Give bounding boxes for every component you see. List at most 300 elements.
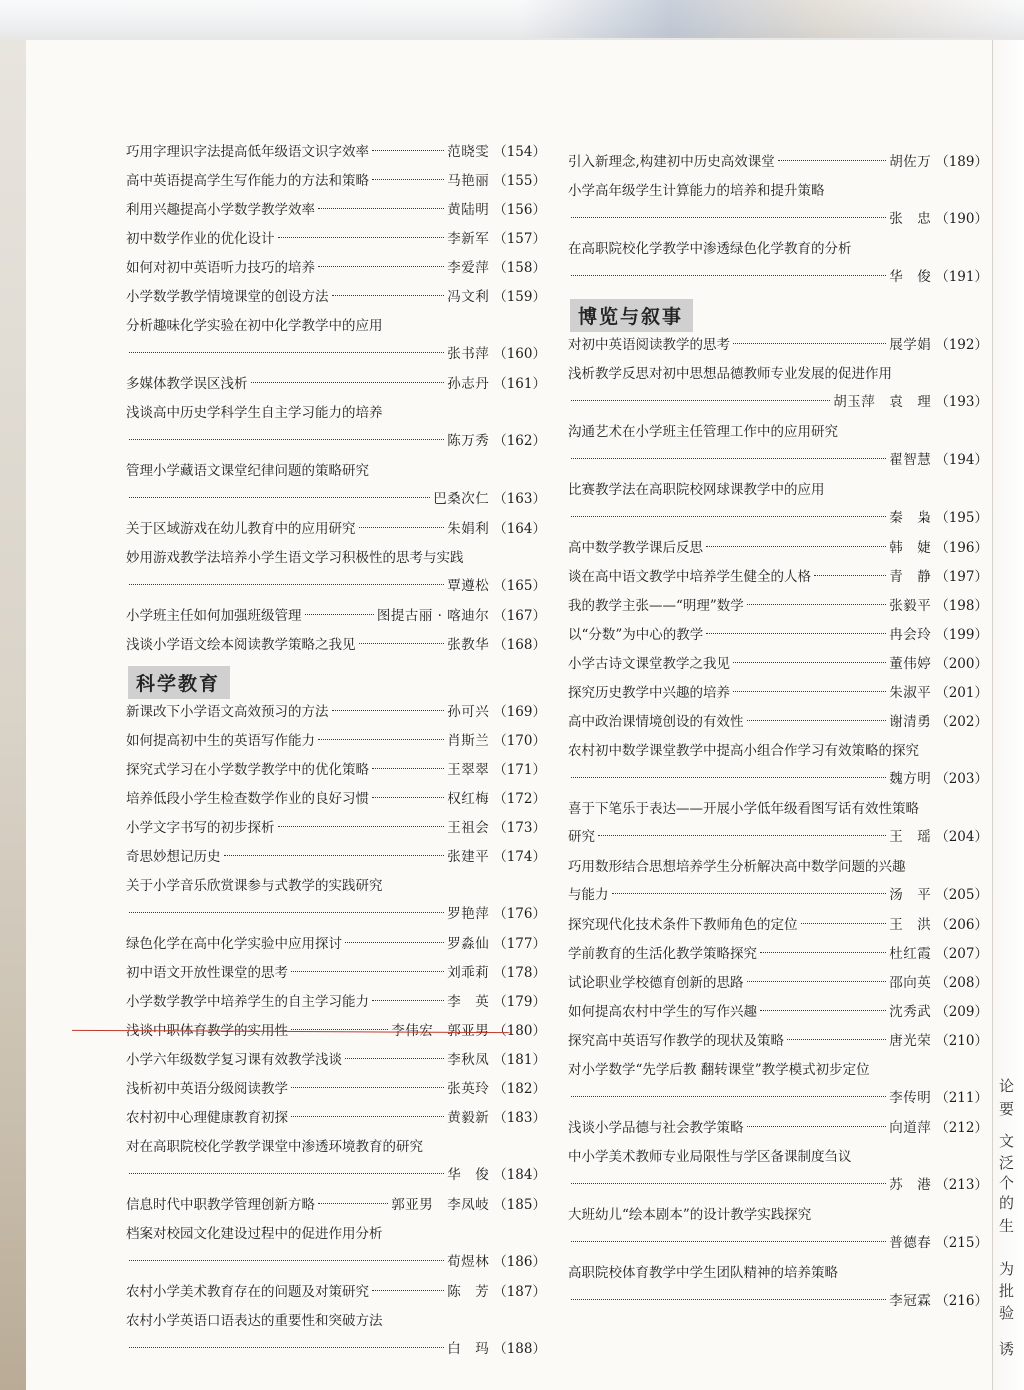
entry-title: 比赛教学法在高职院校网球课教学中的应用 bbox=[568, 482, 825, 498]
entry-page-number: （173） bbox=[493, 820, 546, 836]
entry-author: 冯文利 bbox=[447, 289, 490, 305]
toc-entry-line bbox=[568, 476, 988, 504]
toc-entry bbox=[568, 969, 988, 998]
entry-author: 翟智慧 bbox=[889, 452, 932, 468]
toc-right-column bbox=[568, 148, 988, 1317]
toc-entry-line bbox=[568, 592, 988, 620]
next-page-fragment: 泛 bbox=[999, 1154, 1015, 1172]
entry-author: 黄陆明 bbox=[447, 202, 490, 218]
toc-entry-line bbox=[126, 1248, 546, 1276]
leader-dots bbox=[706, 546, 886, 547]
leader-dots bbox=[571, 777, 886, 778]
toc-entry-line bbox=[126, 196, 546, 224]
entry-page-number: （199） bbox=[935, 627, 988, 643]
toc-entry-line bbox=[568, 563, 988, 591]
entry-author: 李伟宏 郭亚男 bbox=[391, 1023, 490, 1039]
entry-page-number: （156） bbox=[493, 202, 546, 218]
entry-page-number: （210） bbox=[935, 1033, 988, 1049]
leader-dots bbox=[747, 604, 886, 605]
entry-author: 朱淑平 bbox=[889, 685, 932, 701]
entry-author: 胡佐万 bbox=[889, 154, 932, 170]
entry-page-number: （170） bbox=[493, 733, 546, 749]
entry-title: 巧用字理识字法提高低年级语文识字效率 bbox=[126, 144, 369, 160]
toc-entry-line bbox=[568, 881, 988, 909]
leader-dots bbox=[612, 893, 887, 894]
entry-page-number: （195） bbox=[935, 510, 988, 526]
toc-entry-line bbox=[126, 602, 546, 630]
toc-entry-line bbox=[126, 399, 546, 427]
entry-title: 在高职院校化学教学中渗透绿色化学教育的分析 bbox=[568, 241, 852, 257]
toc-entry-line bbox=[126, 631, 546, 659]
toc-entry-line bbox=[568, 263, 988, 291]
entry-page-number: （161） bbox=[493, 376, 546, 392]
entry-title: 引入新理念,构建初中历史高效课堂 bbox=[568, 154, 775, 170]
entry-author: 向道萍 bbox=[889, 1120, 932, 1136]
leader-dots bbox=[571, 1096, 886, 1097]
leader-dots bbox=[571, 400, 830, 401]
next-page-fragment: 文 bbox=[999, 1132, 1015, 1150]
toc-entry-line bbox=[568, 765, 988, 793]
next-page-fragment: 个 bbox=[999, 1174, 1015, 1192]
toc-entry-line bbox=[568, 737, 988, 765]
entry-author: 图提古丽 · 喀迪尔 bbox=[376, 608, 490, 624]
leader-dots bbox=[129, 1260, 444, 1261]
entry-title: 农村初中数学课堂教学中提高小组合作学习有效策略的探究 bbox=[568, 743, 919, 759]
entry-title: 探究式学习在小学数学教学中的优化策略 bbox=[126, 762, 369, 778]
entry-author: 巴桑次仁 bbox=[433, 491, 490, 507]
entry-title: 小学古诗文课堂教学之我见 bbox=[568, 656, 730, 672]
toc-entry-line bbox=[568, 177, 988, 205]
entry-author: 展学娟 bbox=[889, 337, 932, 353]
entry-title: 妙用游戏教学法培养小学生语文学习积极性的思考与实践 bbox=[126, 550, 464, 566]
entry-author: 张英玲 bbox=[447, 1081, 490, 1097]
entry-title: 如何提高农村中学生的写作兴趣 bbox=[568, 1004, 757, 1020]
toc-entry-line bbox=[568, 853, 988, 881]
entry-page-number: （162） bbox=[493, 433, 546, 449]
left-binding-edge bbox=[0, 40, 26, 1390]
entry-title: 奇思妙想记历史 bbox=[126, 849, 221, 865]
toc-entry bbox=[568, 592, 988, 621]
entry-author: 王 洪 bbox=[889, 917, 932, 933]
toc-entry bbox=[126, 930, 546, 959]
toc-entry bbox=[568, 235, 988, 293]
leader-dots bbox=[787, 1039, 886, 1040]
toc-entry bbox=[568, 360, 988, 418]
entry-page-number: （181） bbox=[493, 1052, 546, 1068]
entry-author: 董伟婷 bbox=[889, 656, 932, 672]
toc-entry-line bbox=[126, 457, 546, 485]
toc-entry-line bbox=[126, 959, 546, 987]
entry-author: 王 瑶 bbox=[889, 829, 932, 845]
next-page-fragment: 验 bbox=[999, 1304, 1015, 1322]
toc-entry-line bbox=[568, 1084, 988, 1112]
entry-author: 沈秀武 bbox=[889, 1004, 932, 1020]
toc-entry-line bbox=[568, 1287, 988, 1315]
toc-entry-line bbox=[568, 1201, 988, 1229]
entry-title: 探究高中英语写作教学的现状及策略 bbox=[568, 1033, 784, 1049]
toc-entry-line bbox=[568, 446, 988, 474]
entry-title: 小学数学教学情境课堂的创设方法 bbox=[126, 289, 329, 305]
toc-entry-line bbox=[126, 1191, 546, 1219]
next-page-fragment: 要 bbox=[999, 1100, 1015, 1118]
entry-title: 小学班主任如何加强班级管理 bbox=[126, 608, 302, 624]
entry-page-number: （184） bbox=[493, 1167, 546, 1183]
entry-author: 李冠霖 bbox=[889, 1293, 932, 1309]
entry-page-number: （215） bbox=[935, 1235, 988, 1251]
toc-entry bbox=[568, 418, 988, 476]
toc-entry bbox=[126, 814, 546, 843]
entry-title: 中小学美术教师专业局限性与学区备课制度刍议 bbox=[568, 1149, 852, 1165]
toc-entry bbox=[126, 988, 546, 1017]
entry-author: 荀煜林 bbox=[447, 1254, 490, 1270]
entry-title: 农村初中心理健康教育初探 bbox=[126, 1110, 288, 1126]
page-top-stripe bbox=[520, 0, 1020, 38]
toc-entry-line bbox=[126, 312, 546, 340]
toc-entry-line bbox=[126, 1133, 546, 1161]
toc-entry bbox=[568, 1027, 988, 1056]
toc-entry-line bbox=[568, 1114, 988, 1142]
entry-page-number: （178） bbox=[493, 965, 546, 981]
entry-page-number: （203） bbox=[935, 771, 988, 787]
entry-title: 浅谈小学语文绘本阅读教学策略之我见 bbox=[126, 637, 356, 653]
entry-title: 小学文字书写的初步探析 bbox=[126, 820, 275, 836]
entry-title: 我的教学主张——“明理”数学 bbox=[568, 598, 744, 614]
entry-page-number: （192） bbox=[935, 337, 988, 353]
toc-entry-line bbox=[568, 1259, 988, 1287]
toc-entry bbox=[126, 515, 546, 544]
toc-entry bbox=[568, 1201, 988, 1259]
toc-entry bbox=[126, 399, 546, 457]
leader-dots bbox=[291, 1087, 444, 1088]
entry-author: 张书萍 bbox=[447, 346, 490, 362]
toc-entry bbox=[568, 1056, 988, 1114]
toc-entry bbox=[126, 1278, 546, 1307]
entry-page-number: （198） bbox=[935, 598, 988, 614]
entry-author: 冉会玲 bbox=[889, 627, 932, 643]
leader-dots bbox=[224, 855, 445, 856]
toc-entry-line bbox=[568, 205, 988, 233]
entry-title: 利用兴趣提高小学数学教学效率 bbox=[126, 202, 315, 218]
entry-page-number: （167） bbox=[493, 608, 546, 624]
entry-title: 浅析初中英语分级阅读教学 bbox=[126, 1081, 288, 1097]
entry-author: 李 英 bbox=[447, 994, 490, 1010]
entry-author: 李爱萍 bbox=[447, 260, 490, 276]
toc-entry-line bbox=[568, 679, 988, 707]
entry-author: 杜红霞 bbox=[889, 946, 932, 962]
entry-page-number: （182） bbox=[493, 1081, 546, 1097]
entry-page-number: （176） bbox=[493, 906, 546, 922]
entry-author: 魏方明 bbox=[889, 771, 932, 787]
leader-dots bbox=[332, 295, 445, 296]
toc-entry-line bbox=[126, 283, 546, 311]
entry-author: 青 静 bbox=[889, 569, 932, 585]
entry-title: 如何对初中英语听力技巧的培养 bbox=[126, 260, 315, 276]
toc-entry-line bbox=[126, 254, 546, 282]
entry-title: 对在高职院校化学教学课堂中渗透环境教育的研究 bbox=[126, 1139, 423, 1155]
toc-entry-line bbox=[568, 940, 988, 968]
next-page-fragment: 为 bbox=[999, 1260, 1015, 1278]
toc-entry bbox=[568, 1114, 988, 1143]
toc-entry-line bbox=[126, 872, 546, 900]
entry-author: 郭亚男 李凤岐 bbox=[391, 1197, 490, 1213]
toc-entry-line bbox=[568, 911, 988, 939]
toc-entry bbox=[126, 1220, 546, 1278]
entry-title: 多媒体教学误区浅析 bbox=[126, 376, 248, 392]
leader-dots bbox=[345, 1058, 444, 1059]
entry-author: 秦 枭 bbox=[889, 510, 932, 526]
toc-entry-line bbox=[126, 814, 546, 842]
toc-page bbox=[26, 40, 992, 1390]
toc-entry-line bbox=[126, 1220, 546, 1248]
toc-entry-line bbox=[126, 900, 546, 928]
leader-dots bbox=[571, 275, 886, 276]
toc-entry bbox=[568, 708, 988, 737]
toc-entry bbox=[568, 621, 988, 650]
leader-dots bbox=[305, 614, 374, 615]
entry-author: 张建平 bbox=[447, 849, 490, 865]
toc-entry bbox=[126, 785, 546, 814]
next-page-fragment: 生 bbox=[999, 1217, 1015, 1235]
entry-page-number: （213） bbox=[935, 1177, 988, 1193]
entry-title: 关于区域游戏在幼儿教育中的应用研究 bbox=[126, 521, 356, 537]
leader-dots bbox=[372, 768, 444, 769]
leader-dots bbox=[778, 160, 886, 161]
toc-entry bbox=[568, 940, 988, 969]
entry-page-number: （216） bbox=[935, 1293, 988, 1309]
toc-entry-line bbox=[126, 1335, 546, 1363]
leader-dots bbox=[814, 575, 886, 576]
entry-author: 肖斯兰 bbox=[447, 733, 490, 749]
toc-entry bbox=[568, 998, 988, 1027]
toc-entry bbox=[568, 476, 988, 534]
entry-author: 苏 港 bbox=[889, 1177, 932, 1193]
entry-author: 李新军 bbox=[447, 231, 490, 247]
entry-page-number: （157） bbox=[493, 231, 546, 247]
entry-author: 汤 平 bbox=[889, 887, 932, 903]
toc-entry-line bbox=[126, 572, 546, 600]
entry-page-number: （190） bbox=[935, 211, 988, 227]
toc-entry-line bbox=[126, 1278, 546, 1306]
leader-dots bbox=[747, 1126, 887, 1127]
entry-author: 华 俊 bbox=[447, 1167, 490, 1183]
toc-entry bbox=[126, 196, 546, 225]
entry-author: 韩 婕 bbox=[889, 540, 932, 556]
toc-entry bbox=[568, 1143, 988, 1201]
entry-title: 初中数学作业的优化设计 bbox=[126, 231, 275, 247]
entry-title: 对初中英语阅读教学的思考 bbox=[568, 337, 730, 353]
entry-page-number: （202） bbox=[935, 714, 988, 730]
toc-entry bbox=[126, 1104, 546, 1133]
toc-entry bbox=[568, 853, 988, 911]
toc-entry bbox=[126, 254, 546, 283]
entry-page-number: （196） bbox=[935, 540, 988, 556]
toc-entry bbox=[126, 959, 546, 988]
toc-entry-line bbox=[126, 988, 546, 1016]
toc-entry bbox=[126, 1046, 546, 1075]
next-page-fragment: 的 bbox=[999, 1194, 1015, 1212]
entry-author: 罗淼仙 bbox=[447, 936, 490, 952]
leader-dots bbox=[598, 835, 886, 836]
entry-title: 初中语文开放性课堂的思考 bbox=[126, 965, 288, 981]
entry-title: 试论职业学校德育创新的思路 bbox=[568, 975, 744, 991]
toc-entry-line bbox=[568, 1027, 988, 1055]
leader-dots bbox=[129, 439, 444, 440]
section-heading: 博览与叙事 bbox=[570, 299, 693, 332]
leader-dots bbox=[760, 952, 886, 953]
toc-entry-line bbox=[568, 148, 988, 176]
entry-title: 分析趣味化学实验在初中化学教学中的应用 bbox=[126, 318, 383, 334]
leader-dots bbox=[359, 643, 445, 644]
leader-dots bbox=[571, 458, 886, 459]
entry-title-continued: 研究 bbox=[568, 829, 595, 845]
toc-entry bbox=[126, 138, 546, 167]
toc-entry-line bbox=[126, 1046, 546, 1074]
entry-author: 李传明 bbox=[889, 1090, 932, 1106]
toc-entry-line bbox=[126, 1104, 546, 1132]
entry-page-number: （185） bbox=[493, 1197, 546, 1213]
leader-dots bbox=[129, 497, 430, 498]
entry-title: 高职院校体育教学中学生团队精神的培养策略 bbox=[568, 1265, 838, 1281]
entry-page-number: （154） bbox=[493, 144, 546, 160]
entry-author: 唐光荣 bbox=[889, 1033, 932, 1049]
entry-author: 谢清勇 bbox=[889, 714, 932, 730]
entry-page-number: （204） bbox=[935, 829, 988, 845]
entry-page-number: （209） bbox=[935, 1004, 988, 1020]
entry-author: 孙志丹 bbox=[447, 376, 490, 392]
entry-author: 胡玉萍 袁 理 bbox=[833, 394, 932, 410]
toc-entry bbox=[568, 177, 988, 235]
toc-entry-line bbox=[126, 756, 546, 784]
toc-entry-line bbox=[126, 340, 546, 368]
toc-entry bbox=[568, 331, 988, 360]
toc-entry bbox=[568, 563, 988, 592]
entry-author: 王翠翠 bbox=[447, 762, 490, 778]
next-page-fragment: 批 bbox=[999, 1282, 1015, 1300]
leader-dots bbox=[372, 179, 444, 180]
section-heading: 科学教育 bbox=[128, 666, 230, 699]
entry-page-number: （179） bbox=[493, 994, 546, 1010]
next-page-fragment: 诱 bbox=[999, 1340, 1015, 1358]
entry-page-number: （165） bbox=[493, 578, 546, 594]
entry-page-number: （197） bbox=[935, 569, 988, 585]
toc-entry bbox=[126, 727, 546, 756]
entry-title: 浅析教学反思对初中思想品德教师专业发展的促进作用 bbox=[568, 366, 892, 382]
entry-author: 马艳丽 bbox=[447, 173, 490, 189]
toc-entry bbox=[126, 698, 546, 727]
entry-author: 范晓雯 bbox=[447, 144, 490, 160]
entry-title: 高中英语提高学生写作能力的方法和策略 bbox=[126, 173, 369, 189]
leader-dots bbox=[291, 1116, 444, 1117]
entry-author: 覃遵松 bbox=[447, 578, 490, 594]
entry-page-number: （164） bbox=[493, 521, 546, 537]
section-heading-wrap bbox=[126, 660, 546, 698]
entry-page-number: （171） bbox=[493, 762, 546, 778]
entry-title: 探究现代化技术条件下教师角色的定位 bbox=[568, 917, 798, 933]
entry-title: 喜于下笔乐于表达——开展小学低年级看图写话有效性策略 bbox=[568, 801, 919, 817]
toc-entry bbox=[568, 1259, 988, 1317]
next-page-fragment: 论 bbox=[999, 1077, 1015, 1095]
toc-entry-line bbox=[568, 418, 988, 446]
toc-entry bbox=[126, 457, 546, 515]
entry-title: 培养低段小学生检查数学作业的良好习惯 bbox=[126, 791, 369, 807]
entry-author: 王祖会 bbox=[447, 820, 490, 836]
leader-dots bbox=[318, 739, 444, 740]
toc-entry bbox=[568, 911, 988, 940]
entry-title: 对小学数学“先学后教 翻转课堂”教学模式初步定位 bbox=[568, 1062, 870, 1078]
entry-author: 白 玛 bbox=[447, 1341, 490, 1357]
toc-entry-line bbox=[568, 1229, 988, 1257]
toc-entry-line bbox=[568, 621, 988, 649]
toc-entry bbox=[126, 370, 546, 399]
toc-entry bbox=[568, 650, 988, 679]
toc-entry bbox=[126, 602, 546, 631]
toc-entry-line bbox=[568, 534, 988, 562]
toc-entry-line bbox=[568, 969, 988, 997]
entry-title: 浅谈中职体育教学的实用性 bbox=[126, 1023, 288, 1039]
entry-page-number: （194） bbox=[935, 452, 988, 468]
entry-page-number: （211） bbox=[935, 1090, 988, 1106]
entry-page-number: （187） bbox=[493, 1284, 546, 1300]
entry-page-number: （160） bbox=[493, 346, 546, 362]
entry-title: 学前教育的生活化教学策略探究 bbox=[568, 946, 757, 962]
entry-title: 档案对校园文化建设过程中的促进作用分析 bbox=[126, 1226, 383, 1242]
leader-dots bbox=[318, 1203, 388, 1204]
toc-entry-line bbox=[126, 370, 546, 398]
entry-page-number: （186） bbox=[493, 1254, 546, 1270]
entry-author: 张 忠 bbox=[889, 211, 932, 227]
leader-dots bbox=[278, 237, 445, 238]
entry-author: 李秋凤 bbox=[447, 1052, 490, 1068]
entry-author: 权红梅 bbox=[447, 791, 490, 807]
toc-entry-line bbox=[126, 485, 546, 513]
entry-page-number: （155） bbox=[493, 173, 546, 189]
toc-entry bbox=[126, 1191, 546, 1220]
leader-dots bbox=[129, 584, 444, 585]
leader-dots bbox=[571, 516, 886, 517]
leader-dots bbox=[571, 1241, 886, 1242]
entry-page-number: （193） bbox=[935, 394, 988, 410]
toc-entry bbox=[126, 544, 546, 602]
entry-page-number: （207） bbox=[935, 946, 988, 962]
entry-page-number: （163） bbox=[493, 491, 546, 507]
toc-entry bbox=[126, 283, 546, 312]
entry-page-number: （172） bbox=[493, 791, 546, 807]
toc-entry bbox=[126, 631, 546, 660]
toc-entry-line bbox=[126, 930, 546, 958]
entry-title: 小学高年级学生计算能力的培养和提升策略 bbox=[568, 183, 825, 199]
toc-entry-line bbox=[568, 795, 988, 823]
toc-entry-line bbox=[568, 1056, 988, 1084]
entry-title: 小学六年级数学复习课有效教学浅谈 bbox=[126, 1052, 342, 1068]
toc-entry bbox=[126, 1075, 546, 1104]
entry-author: 华 俊 bbox=[889, 269, 932, 285]
entry-page-number: （205） bbox=[935, 887, 988, 903]
entry-page-number: （158） bbox=[493, 260, 546, 276]
toc-entry bbox=[568, 534, 988, 563]
entry-page-number: （183） bbox=[493, 1110, 546, 1126]
toc-entry-line bbox=[126, 515, 546, 543]
entry-page-number: （206） bbox=[935, 917, 988, 933]
toc-entry-line bbox=[568, 1171, 988, 1199]
leader-dots bbox=[760, 1010, 886, 1011]
toc-entry-line bbox=[126, 1161, 546, 1189]
toc-entry-line bbox=[568, 823, 988, 851]
entry-page-number: （191） bbox=[935, 269, 988, 285]
leader-dots bbox=[129, 352, 444, 353]
toc-entry-line bbox=[126, 1075, 546, 1103]
leader-dots bbox=[345, 942, 444, 943]
toc-entry bbox=[568, 737, 988, 795]
